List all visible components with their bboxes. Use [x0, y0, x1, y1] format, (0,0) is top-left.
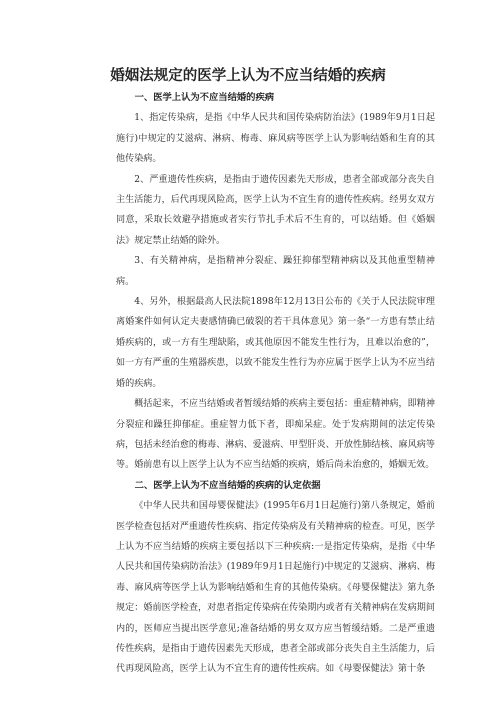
- paragraph-5: 概括起来，不应当结婚或者暂缓结婚的疾病主要包括：重症精神病，即精神分裂症和躁狂抑郁症。重症智力低下者，即痴呆症。处于发病期间的法定传染病，包括未经治愈的梅毒、淋病、爱滋病、甲型肝炎、开放性肺结核、麻风病等等。婚前患有以上医学上认为不应当结婚的疾病，婚后尚未治愈的，婚姻无效。: [116, 399, 435, 471]
- paragraph-4: 4、另外，根据最高人民法院1898年12月13日公布的《关于人民法院审理离婚案件如何认定夫妻感情确已破裂的若干具体意见》第一条“一方患有禁止结婚疾病的，或一方有生理缺陷，或其他原因不能发生性行为，且难以治愈的”，如一方有严重的生殖器疾患，以致不能发生性行为亦应属于医学上认为不应当结婚的疾病。: [116, 297, 435, 389]
- document-title: 婚姻法规定的医学上认为不应当结婚的疾病: [110, 68, 386, 84]
- section-heading-1: 一、医学上认为不应当结婚的疾病: [134, 92, 275, 103]
- paragraph-6: 《中华人民共和国母婴保健法》(1995年6月1日起施行)第八条规定，婚前医学检查包括对严重遗传性疾病、指定传染病及有关精神病的检查。可见，医学上认为不应当结婚的疾病主要包括以下三种疾病:一是指定传染病，是指《中华人民共和国传染病防治法》(1989年9月1日起施行)中规定的艾滋病、淋病、梅毒、麻风病等医学上认为影响结婚和生育的其他传染病。《母婴保健法》第九条规定：婚前医学检查，对患者指定传染病在传染期内或者有关精神病在发病期间内的，医师应当提出医学意见;准备结婚的男女双方应当暂缓结婚。二是严重遗传性疾病，是指由于遗传因素先天形成，患者全部或部分丧失自主生活能力，后代再现风险高，医学上认为不宜生育的遗传性疾病。如《母婴保健法》第十条: [116, 501, 435, 675]
- paragraph-2: 2、严重遗传性疾病，是指由于遗传因素先天形成，患者全部或部分丧失自主生活能力，后代再现风险高，医学上认为不宜生育的遗传性疾病。经男女双方同意，采取长效避孕措施或者实行节扎手术后不生育的，可以结婚。但《婚姻法》规定禁止结婚的除外。: [116, 174, 435, 246]
- paragraph-3: 3、有关精神病，是指精神分裂症、躁狂抑郁型精神病以及其他重型精神病。: [116, 256, 435, 287]
- section-heading-2: 二、医学上认为不应当结婚的疾病的认定依据: [134, 479, 321, 491]
- paragraph-1: 1、指定传染病，是指《中华人民共和国传染病防治法》(1989年9月1日起施行)中规定的艾滋病、淋病、梅毒、麻风病等医学上认为影响结婚和生育的其他传染病。: [116, 113, 435, 165]
- document-body: [116, 88, 435, 680]
